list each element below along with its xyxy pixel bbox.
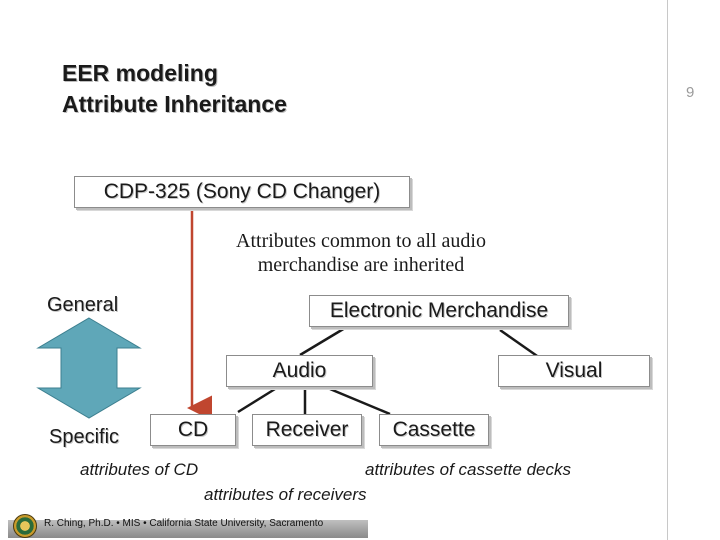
inherit-note-line-2: merchandise are inherited <box>257 254 465 276</box>
footer-text: R. Ching, Ph.D. • MIS • California State University, Sacramento <box>44 518 324 529</box>
inherit-note-line-1: Attributes common to all audio <box>236 230 486 252</box>
node-visual: Visual <box>498 355 650 387</box>
title-line-2: Attribute Inheritance <box>62 91 287 117</box>
product-box: CDP-325 (Sony CD Changer) <box>74 176 410 208</box>
edge-electronic-visual <box>500 330 540 358</box>
inherit-note <box>196 229 526 277</box>
edge-audio-cd <box>238 389 275 412</box>
footer <box>0 508 667 540</box>
node-receiver: Receiver <box>252 414 362 446</box>
specific-label: Specific <box>49 426 120 448</box>
node-cd: CD <box>150 414 236 446</box>
annotation-receiver: attributes of receivers <box>204 485 367 504</box>
annotation-cassette: attributes of cassette decks <box>365 460 571 479</box>
node-audio: Audio <box>226 355 373 387</box>
node-cassette: Cassette <box>379 414 489 446</box>
page-number: 9 <box>686 84 695 101</box>
general-label: General <box>47 294 119 316</box>
node-electronic-merchandise: Electronic Merchandise <box>309 295 569 327</box>
edge-electronic-audio <box>300 328 345 355</box>
edge-audio-cassette <box>330 389 390 414</box>
title-line-1: EER modeling <box>62 60 218 86</box>
annotation-cd: attributes of CD <box>80 460 199 479</box>
general-specific-double-arrow <box>38 318 140 418</box>
university-seal-icon <box>13 514 37 538</box>
